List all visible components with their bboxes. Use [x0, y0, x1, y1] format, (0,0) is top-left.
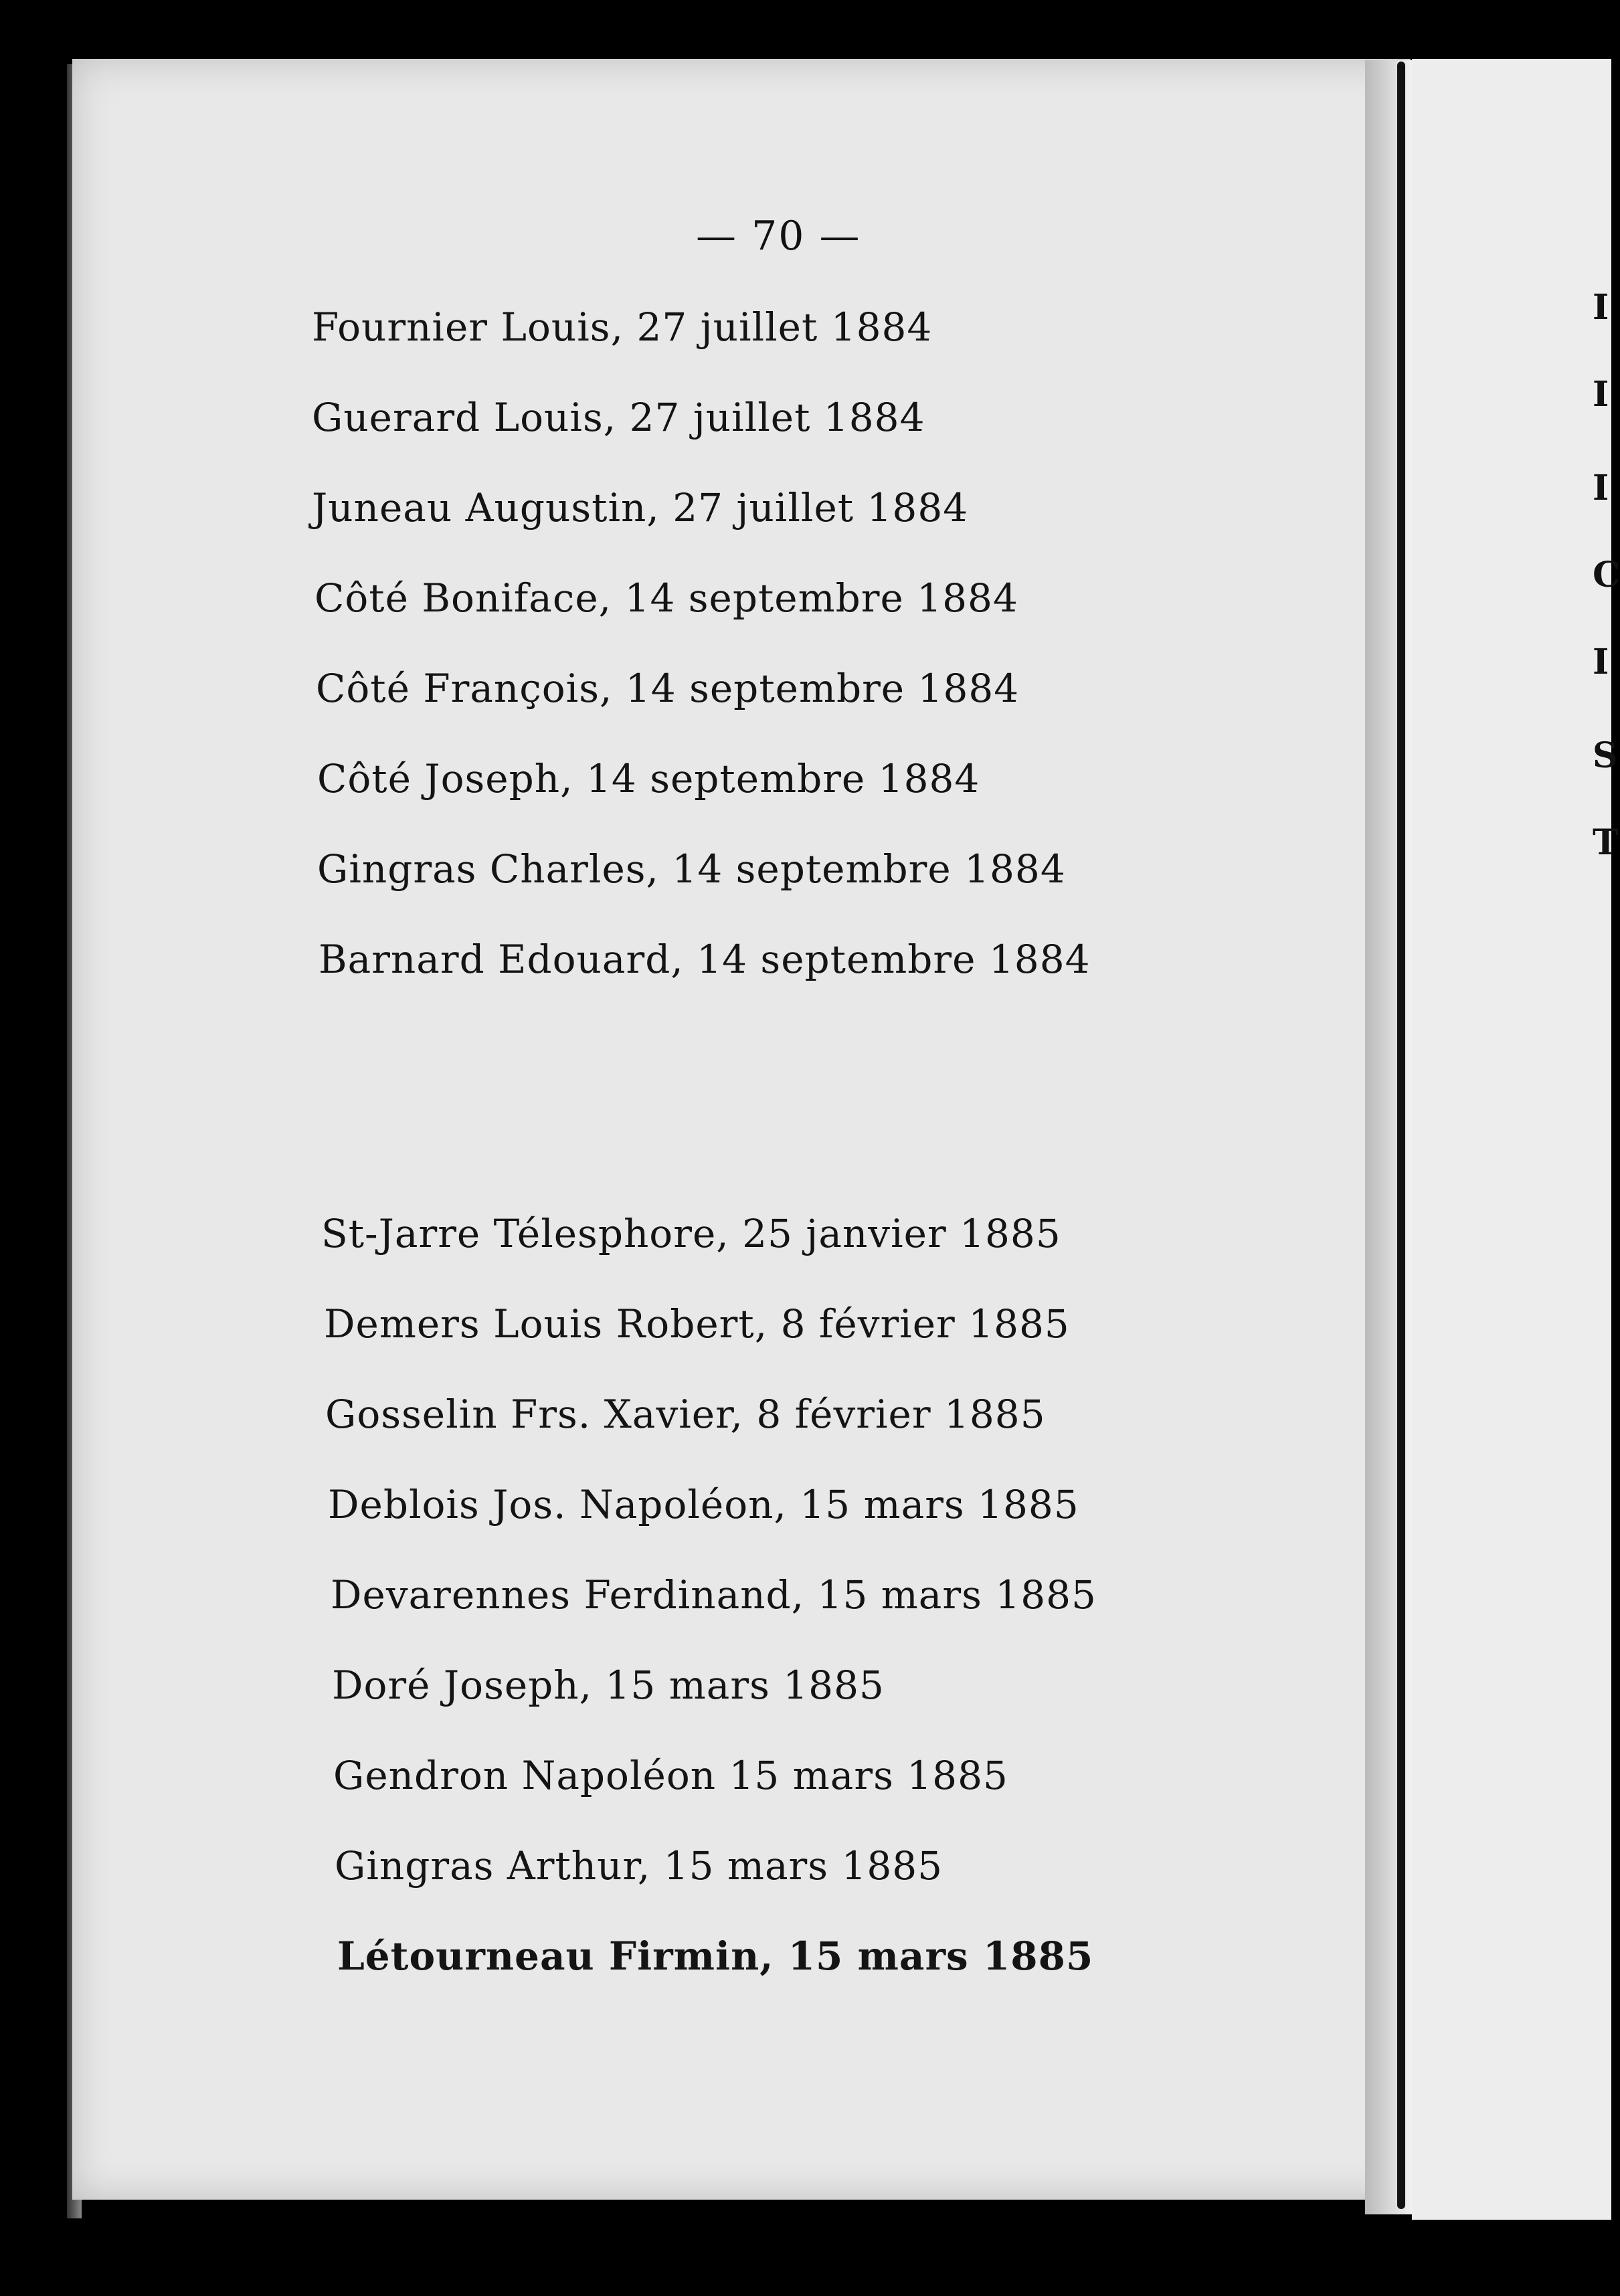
binding-line	[1397, 62, 1405, 2209]
facing-page-letter: C	[1593, 555, 1620, 595]
list-item: Gingras Charles, 14 septembre 1884	[317, 846, 1066, 892]
list-item: Côté François, 14 septembre 1884	[316, 666, 1020, 711]
list-item: Gosselin Frs. Xavier, 8 février 1885	[325, 1392, 1046, 1437]
list-item: Côté Boniface, 14 septembre 1884	[314, 575, 1018, 621]
list-item: Barnard Edouard, 14 septembre 1884	[319, 937, 1091, 982]
list-item: Gendron Napoléon 15 mars 1885	[333, 1753, 1008, 1798]
list-item: Gingras Arthur, 15 mars 1885	[335, 1843, 943, 1889]
list-item: Guerard Louis, 27 juillet 1884	[312, 395, 925, 440]
facing-page-letter: S	[1593, 735, 1618, 776]
list-item: Côté Joseph, 14 septembre 1884	[317, 756, 980, 801]
list-item: Doré Joseph, 15 mars 1885	[332, 1662, 885, 1708]
list-item: Demers Louis Robert, 8 février 1885	[324, 1301, 1070, 1347]
facing-page	[1412, 59, 1620, 2220]
list-item: Deblois Jos. Napoléon, 15 mars 1885	[328, 1482, 1079, 1527]
list-item: Devarennes Ferdinand, 15 mars 1885	[331, 1572, 1097, 1618]
facing-page-letter: T	[1593, 822, 1619, 863]
page-number: — 70 —	[696, 213, 861, 260]
list-item: Juneau Augustin, 27 juillet 1884	[312, 485, 969, 531]
list-item: Létourneau Firmin, 15 mars 1885	[337, 1933, 1094, 1979]
facing-page-letter: I	[1593, 374, 1609, 415]
facing-page-letter: I	[1593, 468, 1609, 508]
facing-page-letter: I	[1593, 642, 1609, 682]
list-item: Fournier Louis, 27 juillet 1884	[312, 304, 933, 350]
list-item: St-Jarre Télesphore, 25 janvier 1885	[321, 1211, 1061, 1256]
facing-page-letter: I	[1593, 287, 1609, 328]
